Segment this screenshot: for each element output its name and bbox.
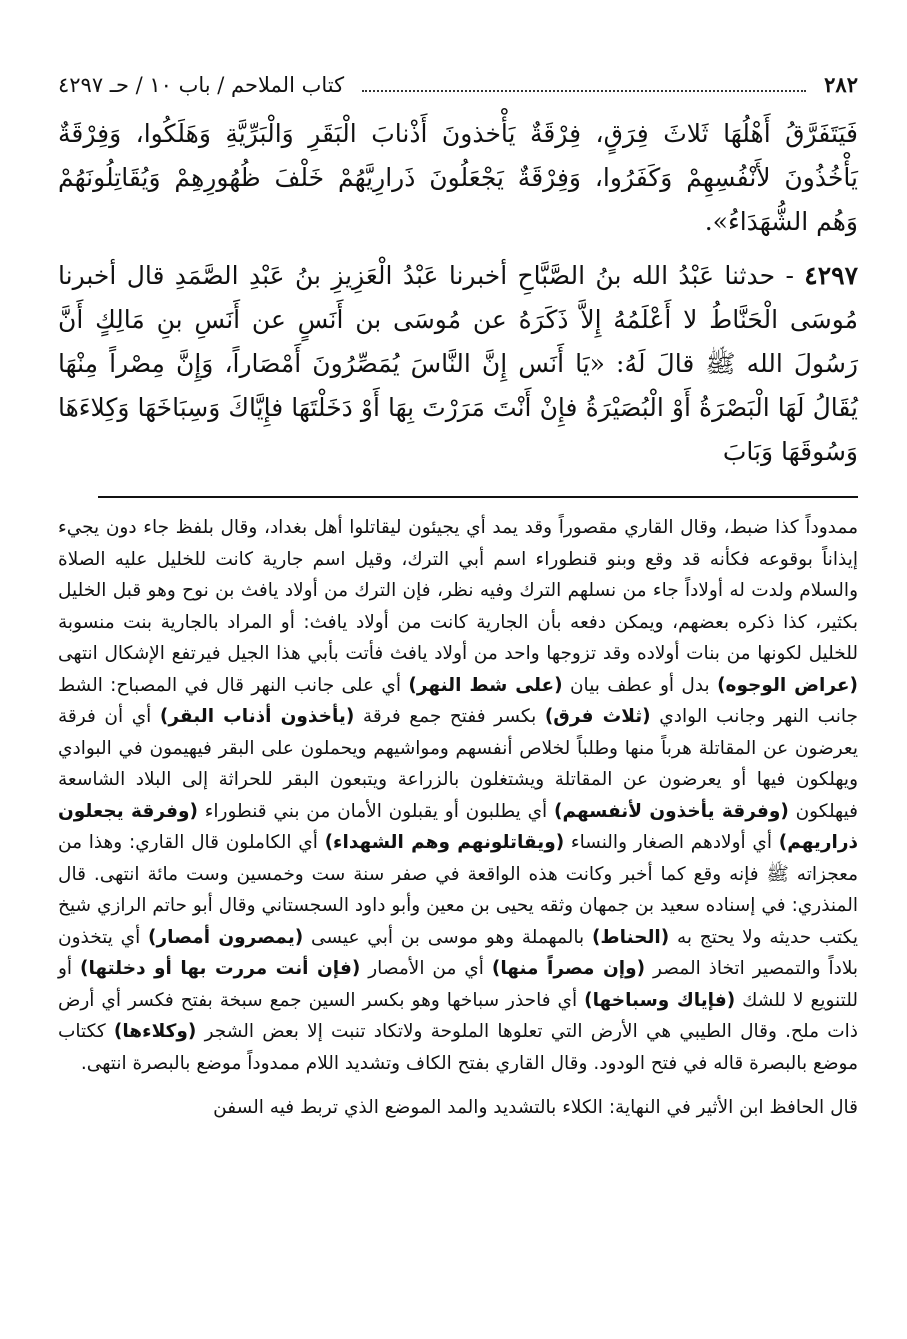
commentary-text: أي أن فرقة يعرضون عن المقاتلة هرباً منها وطلباً لخلاص أنفسهم ومواشيهم ويحملون على البقر فيهيمون في البوادي ويهلكون فيها أو يعرضون عن المقاتلة ويشتغلون بالزراعة ويتبعون البقر للحراثة إلى البلاد الشاسعة فيهلكون bbox=[58, 706, 859, 822]
dotted-leader bbox=[362, 89, 806, 92]
commentary-text: ممدوداً كذا ضبط، وقال القاري مقصوراً وقد يمد أي يجيئون ليقاتلوا أهل بغداد، وقال بلفظ جاء دون يجيء إيذاناً بوقوعه فكأنه قد وقع وبنو قنطوراء اسم أبي الترك، وقيل اسم جارية كانت للخليل عليه الصلاة والسلام ولدت له أولاداً جاء من نسلهم الترك وفيه نظر، فإن الترك من أولاد يافث بن نوح وهو قبل الخليل بكثير، كذا ذكره بعضهم، ويمكن دفعه بأن الجارية كانت من أولاد يافث: أو المراد بالجارية بنت منسوبة للخليل لكونها من بنات أولاده وقد تزوجها واحد من أولاد يافث فأتت بأبي هذا الجيل فيرتفع الإشكال انتهى bbox=[58, 517, 858, 664]
commentary-text: أي أولادهم الصغار والنساء bbox=[570, 832, 773, 853]
page-number: ٢٨٢ bbox=[824, 72, 858, 97]
commentary-text: أي الكاملون قال القاري: وهذا من معجزاته ﷺ فإنه وقع كما أخبر وكانت هذه الواقعة في صفر سنة ست وخمسين وست مائة انتهى. قال المنذري: في إسناده سعيد بن جمهان وثقه يحيى بن معين وأبو داود السجستاني وقال أبو حاتم الرازي شيخ يكتب حديثه ولا يحتج به bbox=[58, 832, 858, 948]
commentary-lemma: (عراض الوجوه) bbox=[717, 674, 858, 696]
commentary-paragraph bbox=[58, 512, 858, 1079]
commentary-last-line: قال الحافظ ابن الأثير في النهاية: الكلاء بالتشديد والمد الموضع الذي تربط فيه السفن bbox=[213, 1097, 858, 1118]
commentary-lemma: (يأخذون أذناب البقر) bbox=[159, 706, 355, 727]
commentary-lemma: (وفرقة يجعلون ذراريهم) bbox=[58, 800, 858, 853]
commentary-lemma: (ويقاتلونهم وهم الشهداء) bbox=[324, 832, 565, 853]
commentary-lemma: (فإن أنت مررت بها أو دخلتها) bbox=[80, 958, 361, 979]
commentary-text: أي على جانب النهر قال في المصباح: الشط جانب النهر وجانب الوادي bbox=[58, 674, 858, 727]
commentary-text: بكسر ففتح جمع فرقة bbox=[362, 706, 537, 727]
commentary-text: أي يتخذون بلاداً والتمصير اتخاذ المصر bbox=[58, 926, 859, 979]
commentary-text: أي يطلبون أو يقبلون الأمان من بني قنطوراء bbox=[204, 800, 548, 822]
commentary-lemma: (الحناط) bbox=[591, 926, 670, 948]
commentary-lemma: (ثلاث فرق) bbox=[544, 706, 651, 727]
commentary-lemma: (على شط النهر) bbox=[408, 674, 563, 696]
running-head-title: كتاب الملاحم / باب ١٠ / حـ ٤٢٩٧ bbox=[58, 73, 345, 97]
book-page bbox=[58, 60, 858, 1330]
commentary-lemma: (وإن مصراً منها) bbox=[491, 958, 646, 979]
running-head bbox=[58, 60, 858, 100]
commentary-text: أي من الأمصار bbox=[368, 958, 484, 979]
hadith-body: - حدثنا عَبْدُ الله بنُ الصَّبَّاحِ أخبرنا عَبْدُ الْعَزِيزِ بنُ عَبْدِ الصَّمَدِ قال أخبرنا مُوسَى الْحَنَّاطُ لا أَعْلَمُهُ إِلاَّ ذَكَرَهُ عن مُوسَى بن أَنَسٍ عن أَنَسِ بنِ مَالِكٍ أَنَّ رَسُولَ الله ﷺ قالَ لَهُ: «يَا أَنَس إِنَّ النَّاسَ يُمَصِّرُونَ أَمْصَاراً، وَإِنَّ مِصْراً مِنْهَا يُقَالُ لَهَا الْبَصْرَةُ أَوْ الْبُصَيْرَةُ فإِنْ أَنْتَ مَرَرْتَ بِهَا أَوْ دَخَلْتَهَا فإِيَّاكَ وَسِبَاخَهَا وَكِلاءَهَا وَسُوقَهَا وَبَابَ bbox=[58, 261, 858, 466]
commentary-text: أي فاحذر سباخها وهو بكسر السين جمع سبخة بفتح فكسر أي أرض ذات ملح. وقال الطيبي هي الأرض التي تعلوها الملوحة ولاتكاد تنبت إلا بعض الشجر bbox=[58, 989, 858, 1042]
commentary-lemma: (وكلاءها) bbox=[113, 1021, 197, 1042]
commentary-text: بدل أو عطف بيان bbox=[569, 674, 710, 696]
hadith-4297 bbox=[58, 254, 858, 474]
commentary bbox=[58, 512, 858, 1123]
commentary-text: ككتاب موضع بالبصرة قاله في فتح الودود. وقال القاري بفتح الكاف وتشديد اللام ممدوداً موضع بالبصرة انتهى. bbox=[58, 1021, 858, 1074]
footnote-divider bbox=[98, 496, 858, 498]
hadith-continuation: فَيَتَفَرَّقُ أَهْلُهَا ثَلاثَ فِرَقٍ، فِرْقَةٌ يَأْخذونَ أَذْنابَ الْبَقَرِ وَالْبَرِّيَّةِ وَهَلَكُوا، وَفِرْقَةٌ يَأْخُذُونَ لأَنْفُسِهِمْ وَكَفَرُوا، وَفِرْقَةٌ يَجْعَلُونَ ذَرارِيَّهُمْ خَلْفَ ظُهُورِهِمْ وَيُقَاتِلُونَهُمْ وَهُم الشُّهَدَاءُ». bbox=[58, 119, 858, 236]
commentary-lemma: (وفرقة يأخذون لأنفسهم) bbox=[553, 800, 789, 822]
commentary-lemma: (يمصرون أمصار) bbox=[148, 926, 304, 948]
hadith-number: ٤٢٩٧ bbox=[804, 261, 859, 290]
hadith-text bbox=[58, 112, 858, 474]
commentary-lemma: (فإياك وسباخها) bbox=[584, 989, 736, 1011]
commentary-text: أو للتنويع لا للشك bbox=[58, 958, 858, 1011]
commentary-text: بالمهملة وهو موسى بن أبي عيسى bbox=[310, 926, 585, 948]
